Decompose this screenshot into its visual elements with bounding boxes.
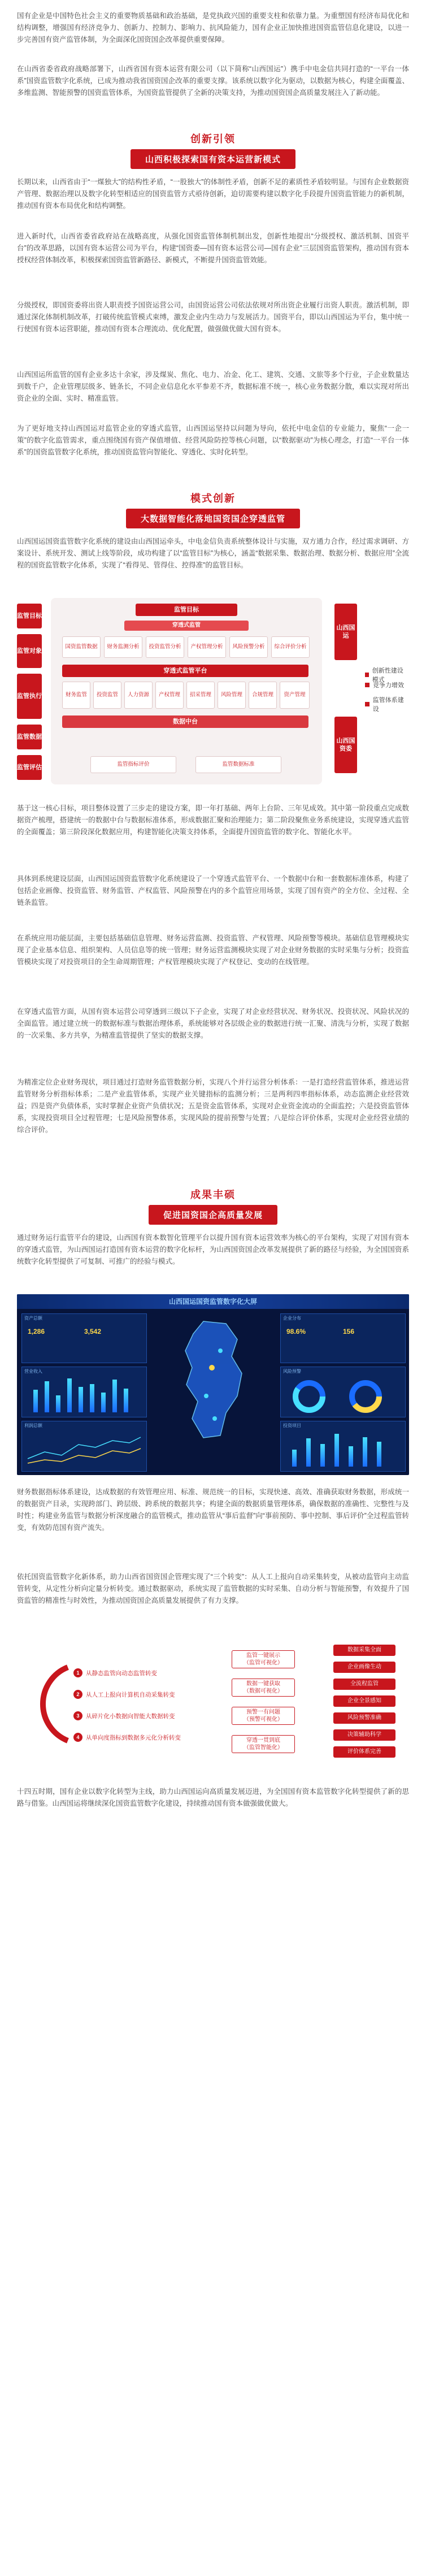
dash-bar [292,1450,297,1467]
paragraph: 为精准定位企业财务现状，项目通过打造财务监管数据分析，实现八个并行运营分析体系：一是打造经营监管体系，推进运营监管财务分析指标体系；二是产业监管体系，实现产业关键指标的监测分析；三是两利四率指标体系，动态监测企业经营效益；四是资产负债体系，实时掌握企业资产负债状况；五是资金监管体系，实现对企业资金流动的全面监控；六是投资监管体系，实现投资项目全过程管理；七是风险预警体系，实现风险的提前预警与处置；八是综合评价体系，实现对企业经营业绩的综合评价。 [17,1078,409,1134]
result-tag: 数据采集全面 [333,1645,395,1656]
diagram-arc [17,1662,73,1746]
dash-bar [306,1438,311,1467]
dash-number: 1,286 [28,1328,45,1335]
result-tag: 决策辅助科学 [333,1729,395,1741]
module: 资产管理 [280,682,310,709]
section-title: 模式创新 [190,493,236,504]
paragraph: 分级授权，即国资委将出资人职责授予国资运营公司，由国资运营公司依法依规对所出资企业履行出资人职责。激活机制，即通过深化体制机制改革，打破传统监管模式束缚，激发企业内生动力与发展活力。国资平台，即以山西国运为平台，集中统一行使国有资本运营职能，推动国有资本合理流动、优化配置，做强做优做大国有资本。 [17,301,409,333]
result-tag: 企业全景感知 [333,1695,395,1707]
paragraph-closing: 十四五时期，国有企业以数字化转型为主线，助力山西国运向高质量发展迈进，为全国国有资本监管数字化转型提供了新的思路与借鉴。山西国运将继续深化国资监管数字化建设，持续推动国有资本做强做优做大。 [17,1788,409,1807]
result-tag: 全流程监管 [333,1679,395,1690]
core-panel [51,598,322,784]
mid-box: 监管一键展示 （监管可视化） [232,1650,295,1668]
change-row: 4 从单向度指标到数据多元化分析转变 [73,1732,181,1743]
paragraph: 在穿透式监管方面，从国有资本运营公司穿透到三级以下子企业，实现了对企业经营状况、财务状况、投资状况、风险状况的全面监管。通过建立统一的数据标准与数据治理体系，系统能够对各层级企业的数据进行统一汇聚、清洗与分析，实现了数据的一次采集、多方共享，为精准监管提供了坚实的数据支撑。 [17,1008,409,1039]
paragraph: 在山西省委省政府战略部署下，山西省国有资本运营有限公司（以下简称“山西国运”）携手中电金信共同打造的“一平台一体系”国资监管数字化系统，已成为推动我省国资国企改革的重要支撑。该系统以数字化为驱动，以数据为核心，构建全面覆盖、多维监测、智能预警的国资监管体系，为国资监管提供了全新的决策支持，为推动国资国企高质量发展注入了新动能。 [17,65,409,97]
goal-item: 产权管理分析 [188,636,226,658]
dash-number: 98.6% [286,1328,306,1335]
paragraph: 通过财务运行监管平台的建设，山西国有资本数智化管理平台以提升国有资本运营效率为核心的平台架构，实现了对国有资本的穿透式监管，为山西国运打造国有资本运营的数字化标杆，为山西国资国企改革发展提供了新的路径与经验，为全国国资系统数字化转型提供了可复制、可推广的经验与模式。 [17,1234,409,1265]
legend-item: 监管体系建设 [365,695,409,713]
data-band: 数据中台 [62,715,308,728]
section-ribbon: 山西积极探索国有资本运营新模式 [131,149,295,169]
module: 人力资源 [124,682,153,709]
paragraph: 在系统应用功能层面，主要包括基础信息管理、财务运营监测、投资监管、产权管理、风险预警等模块。基础信息管理模块实现了企业基本信息、组织架构、人员信息等的统一管理；财务运营监测模块实现了对企业财务数据的实时采集与分析；投资监管模块实现了对投资项目的全生命周期管理；产权管理模块实现了产权登记、变动的在线管理。 [17,934,409,966]
goal-item: 财务监测分析 [104,636,142,658]
mid-box: 数据一键获取 （数据可视化） [232,1679,295,1697]
paragraph-intro: 国有企业是中国特色社会主义的重要物质基础和政治基础，是党执政兴国的重要支柱和依靠力量。为重塑国有经济布局优化和结构调整，增强国有经济竞争力、创新力、控制力、影响力、抗风险能力，国有企业正加快推进国资监管信息化建设，以进一步完善国有资产监管体制，为全面深化国资国企改革提供重要保障。 [17,12,409,44]
paragraph: 基于这一核心目标，项目整体设置了三步走的建设方案，即一年打基础、两年上台阶、三年见成效。其中第一阶段重点完成数据资产梳理，搭建统一的数据中台与数据标准体系，形成数据汇聚和治理能力；第二阶段聚焦业务系统建设，实现穿透式监管的全面覆盖；第三阶段深化数据应用，构建智能化决策支持体系，全面提升国资监管的数字化、智能化水平。 [17,804,409,836]
dash-bar [124,1389,128,1412]
dash-bar [320,1444,325,1467]
left-label: 监管数据 [17,725,42,749]
mid-box: 穿透一贯到底 （监管智能化） [232,1735,295,1753]
province-map [153,1317,273,1441]
dashboard-title: 山西国运国资监管数字化大屏 [17,1294,409,1309]
dash-bar [79,1387,83,1412]
section-ribbon: 大数据智能化落地国资国企穿透监管 [126,509,300,528]
goal-item: 风险预警分析 [229,636,268,658]
goal-box: 监管目标 [136,604,237,616]
mid-box: 预警一有问题 （预警可视化） [232,1707,295,1725]
result-tag: 评价体系完善 [333,1746,395,1758]
legend-marker [365,673,369,677]
platform-band: 穿透式监管平台 [62,665,308,677]
dash-bar [112,1380,117,1412]
section-ribbon: 促进国资国企高质量发展 [149,1205,277,1225]
dash-bar [67,1378,72,1412]
dash-bar [101,1393,106,1412]
transformation-diagram [17,1639,409,1769]
supervision-architecture-diagram [17,598,409,784]
paragraph: 财务数据指标体系建设，达成数据的有效管理应用、标准、规范统一的目标，实现快速、高效、准确获取财务数据，形成统一的数据资产目录，实现跨部门、跨层级、跨系统的数据共享；构建全面的数据质量管理体系，确保数据的准确性、完整性与及时性；构建业务监管与数据分析深度融合的监管模式，推动监管从“事后监督”向“事前预防、事中控制、事后评价”全过程监管转变，有效防范国有资产流失。 [17,1488,409,1532]
module: 招采管理 [186,682,215,709]
right-label: 山西国资委 [334,717,357,773]
dash-panel: 投资项目 [280,1421,406,1472]
dash-bar [45,1381,49,1412]
dash-line-chart [22,1430,146,1470]
module: 财务监管 [62,682,90,709]
legend-marker [365,683,370,687]
change-row: 2 从人工上报向计算机自动采集转变 [73,1689,175,1700]
dash-number: 156 [343,1328,355,1335]
goal-band: 穿透式监管 [124,621,249,631]
result-tag: 企业画像生动 [333,1662,395,1673]
bottom-item: 监管数据标准 [195,756,281,773]
dash-bar [56,1395,60,1412]
module: 风险管理 [218,682,246,709]
legend-item: 竞争力增效 [365,680,404,689]
legend-item: 创新性建设模式 [365,666,409,684]
paragraph: 长期以来，山西省由于“一煤独大”的结构性矛盾，“一股独大”的体制性矛盾，创新不足的素质性矛盾较明显。与国有企业数据资产管理、数据治理以及数字化转型相适应的国资监管方式亟待创新，迫切需要构建以数字化手段提升国资监管能力的新机制，推动国有资本布局优化和结构调整。 [17,178,409,210]
paragraph: 依托国资监管数字化新体系，助力山西省国资国企管理实现了“三个转变”：从人工上报向自动采集转变，从被动监管向主动监管转变，从定性分析向定量分析转变。通过数据驱动，系统实现了监管数据的实时采集、自动分析与智能预警，有效提升了国资监管的精准性与时效性，为推动国资国企高质量发展提供了有力支撑。 [17,1573,409,1604]
legend-marker [365,702,370,706]
dash-panel: 企业分布 98.6% 156 [280,1313,406,1363]
right-label: 山西国运 [334,604,357,660]
dash-donut [281,1376,405,1416]
dash-panel: 资产总额 1,286 3,542 [21,1313,147,1363]
dash-number: 3,542 [84,1328,102,1335]
section-header-3 [0,1187,426,1221]
left-label: 监管对象 [17,634,42,668]
section-header-2 [0,491,426,524]
module: 合规管理 [249,682,277,709]
left-label: 监管执行 [17,674,42,719]
bottom-item: 监管指标评价 [90,756,176,773]
result-tag: 风险预警准确 [333,1712,395,1724]
left-label: 监管评估 [17,755,42,780]
dash-panel: 营业收入 [21,1367,147,1417]
dash-bar [90,1384,94,1412]
dash-bar [377,1442,381,1467]
dash-bar [349,1446,353,1467]
dashboard-screenshot [17,1294,409,1475]
paragraph: 为了更好地支持山西国运对监管企业的穿透式监管，山西国运坚持以问题为导向，依托中电金信的专业能力，聚焦“一企一策”的数字化监管需求，重点围绕国有资产保值增值、经营风险防控等核心问题，以“数据驱动”为核心理念，打造“一平台一体系”的国资监管数字化系统，推动国资监管向智能化、穿透化、实时化转型。 [17,424,409,456]
section-title: 成果丰硕 [190,1189,236,1200]
module: 投资监管 [93,682,121,709]
section-header-1 [0,131,426,165]
goal-item: 国资监管数据 [62,636,101,658]
paragraph: 进入新时代，山西省委省政府站在战略高度，从强化国资监管体制机制出发，创新性地提出“分级授权、激活机制、国资平台”的改革思路，以国有资本运营公司为平台，构建“国资委—国有资本运营公司—国有企业”三层国资监管架构，推动国有资本授权经营体制改革，积极探索国资监管新路径、新模式，不断提升国资监管效能。 [17,232,409,264]
goal-item: 投资监管分析 [146,636,184,658]
module: 产权管理 [155,682,184,709]
left-label: 监管目标 [17,604,42,628]
paragraph: 山西国运所监管的国有企业多达十余家，涉及煤炭、焦化、电力、冶金、化工、建筑、交通、文旅等多个行业，子企业数量达到数千户，企业管理层级多、链条长，不同企业信息化水平参差不齐，数据标准不统一，核心业务数据分散，难以实现对所出资企业的全面、实时、精准监管。 [17,371,409,402]
dash-bar [33,1390,38,1412]
change-row: 3 从碎片化小数据向智能大数据转变 [73,1710,175,1721]
paragraph: 山西国运国资监管数字化系统的建设由山西国运牵头，中电金信负责系统整体设计与实施，双方通力合作，经过需求调研、方案设计、系统开发、测试上线等阶段，成功构建了以“监管目标”为核心，涵盖“数据采集、数据治理、数据分析、数据应用”全流程的国资监管数字化体系，实现了“看得见、管得住、控得准”的监管目标。 [17,537,409,569]
dash-panel: 利润总额 [21,1421,147,1472]
change-row: 1 从静态监管向动态监管转变 [73,1667,157,1679]
dash-bar [334,1434,339,1467]
dash-panel: 风险预警 [280,1367,406,1417]
goal-item: 综合评价分析 [271,636,310,658]
paragraph: 具体到系统建设层面，山西国运国资监管数字化系统建设了一个穿透式监管平台、一个数据中台和一套数据标准体系，构建了包括企业画像、投资监管、财务监管、产权监管、风险预警在内的多个监管应用场景，实现了国有资产的全方位、全过程、全链条监管。 [17,875,409,907]
section-title: 创新引领 [190,133,236,145]
dash-bar [363,1437,367,1467]
